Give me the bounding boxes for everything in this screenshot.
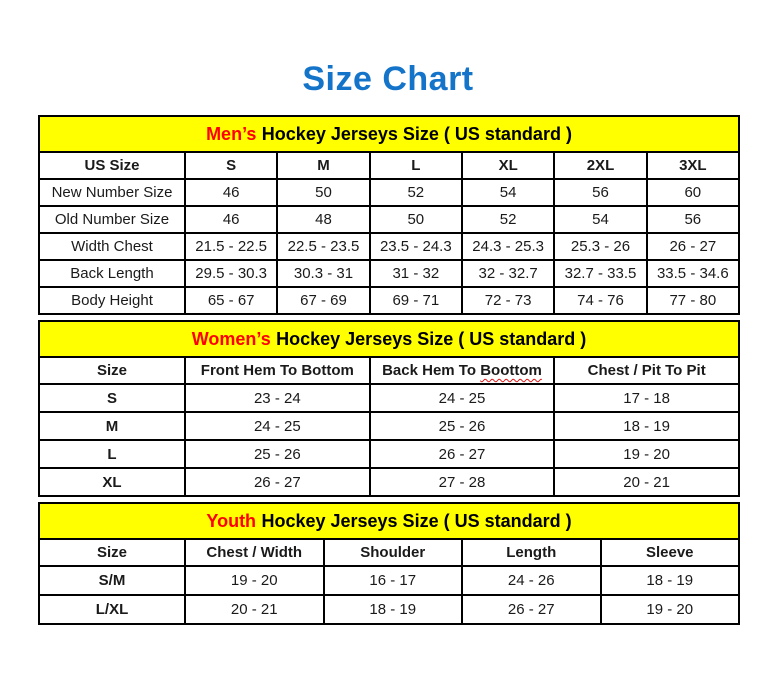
- column-header: L: [370, 152, 462, 179]
- column-header: 2XL: [554, 152, 646, 179]
- column-header: Chest / Pit To Pit: [554, 357, 739, 384]
- table-row: [39, 179, 739, 206]
- column-header: Sleeve: [601, 539, 740, 566]
- size-value-cell: 16 - 17: [324, 566, 463, 595]
- size-value-cell: 23.5 - 24.3: [370, 233, 462, 260]
- row-label: New Number Size: [39, 179, 185, 206]
- size-value-cell: 18 - 19: [554, 412, 739, 440]
- womens-band-row: [39, 321, 739, 357]
- size-value-cell: 24 - 25: [370, 384, 555, 412]
- row-label: Width Chest: [39, 233, 185, 260]
- table-row: [39, 287, 739, 314]
- table-row: [39, 260, 739, 287]
- youth-size-table: [38, 502, 740, 625]
- row-label: Back Length: [39, 260, 185, 287]
- size-value-cell: 19 - 20: [554, 440, 739, 468]
- table-row: [39, 233, 739, 260]
- size-value-cell: 17 - 18: [554, 384, 739, 412]
- size-value-cell: 19 - 20: [185, 566, 324, 595]
- row-label: S/M: [39, 566, 185, 595]
- size-value-cell: 27 - 28: [370, 468, 555, 496]
- column-header: Size: [39, 357, 185, 384]
- size-value-cell: 18 - 19: [601, 566, 740, 595]
- youth-band-row: [39, 503, 739, 539]
- size-value-cell: 56: [647, 206, 739, 233]
- column-header: Chest / Width: [185, 539, 324, 566]
- size-value-cell: 33.5 - 34.6: [647, 260, 739, 287]
- size-value-cell: 26 - 27: [647, 233, 739, 260]
- column-header: Front Hem To Bottom: [185, 357, 370, 384]
- size-value-cell: 21.5 - 22.5: [185, 233, 277, 260]
- size-value-cell: 52: [462, 206, 554, 233]
- column-header: Shoulder: [324, 539, 463, 566]
- size-value-cell: 18 - 19: [324, 595, 463, 624]
- size-value-cell: 22.5 - 23.5: [277, 233, 369, 260]
- youth-title-rest: Hockey Jerseys Size ( US standard ): [261, 510, 572, 531]
- size-value-cell: 26 - 27: [185, 468, 370, 496]
- table-row: [39, 206, 739, 233]
- womens-title-highlight: Women’s: [191, 328, 271, 349]
- size-value-cell: 25.3 - 26: [554, 233, 646, 260]
- size-value-cell: 56: [554, 179, 646, 206]
- size-value-cell: 25 - 26: [370, 412, 555, 440]
- size-value-cell: 32 - 32.7: [462, 260, 554, 287]
- youth-title-highlight: Youth: [206, 510, 257, 531]
- womens-size-table: [38, 320, 740, 497]
- size-value-cell: 26 - 27: [370, 440, 555, 468]
- size-value-cell: 65 - 67: [185, 287, 277, 314]
- row-label: L/XL: [39, 595, 185, 624]
- column-header: Length: [462, 539, 601, 566]
- mens-band-row: [39, 116, 739, 152]
- size-value-cell: 20 - 21: [185, 595, 324, 624]
- size-value-cell: 46: [185, 206, 277, 233]
- womens-title-rest: Hockey Jerseys Size ( US standard ): [276, 328, 587, 349]
- mens-title-rest: Hockey Jerseys Size ( US standard ): [261, 123, 572, 144]
- size-value-cell: 54: [554, 206, 646, 233]
- youth-header-row: [39, 539, 739, 566]
- table-row: [39, 566, 739, 595]
- size-value-cell: 60: [647, 179, 739, 206]
- size-value-cell: 31 - 32: [370, 260, 462, 287]
- womens-table-title: [39, 321, 739, 357]
- size-value-cell: 19 - 20: [601, 595, 740, 624]
- column-header: 3XL: [647, 152, 739, 179]
- size-value-cell: 50: [277, 179, 369, 206]
- table-row: [39, 440, 739, 468]
- size-value-cell: 48: [277, 206, 369, 233]
- size-value-cell: 74 - 76: [554, 287, 646, 314]
- table-row: [39, 468, 739, 496]
- size-value-cell: 32.7 - 33.5: [554, 260, 646, 287]
- size-value-cell: 77 - 80: [647, 287, 739, 314]
- youth-table-title: [39, 503, 739, 539]
- size-value-cell: 23 - 24: [185, 384, 370, 412]
- column-header: Size: [39, 539, 185, 566]
- size-value-cell: 24 - 25: [185, 412, 370, 440]
- size-value-cell: 52: [370, 179, 462, 206]
- size-value-cell: 26 - 27: [462, 595, 601, 624]
- misspelled-word: Boottom: [480, 362, 542, 379]
- column-header-prefix: Back Hem To: [382, 362, 477, 379]
- size-value-cell: 20 - 21: [554, 468, 739, 496]
- size-value-cell: 24 - 26: [462, 566, 601, 595]
- column-header: XL: [462, 152, 554, 179]
- column-header-misspelled: [370, 357, 555, 384]
- size-value-cell: 30.3 - 31: [277, 260, 369, 287]
- mens-size-table: [38, 115, 740, 315]
- size-value-cell: 50: [370, 206, 462, 233]
- column-header: M: [277, 152, 369, 179]
- size-value-cell: 54: [462, 179, 554, 206]
- table-row: [39, 412, 739, 440]
- mens-header-row: [39, 152, 739, 179]
- row-label: Body Height: [39, 287, 185, 314]
- row-label: Old Number Size: [39, 206, 185, 233]
- page-title: Size Chart: [302, 60, 474, 98]
- mens-table-title: [39, 116, 739, 152]
- size-value-cell: 67 - 69: [277, 287, 369, 314]
- size-value-cell: 29.5 - 30.3: [185, 260, 277, 287]
- mens-title-highlight: Men’s: [206, 123, 257, 144]
- row-label: S: [39, 384, 185, 412]
- row-label: XL: [39, 468, 185, 496]
- column-header: US Size: [39, 152, 185, 179]
- womens-header-row: [39, 357, 739, 384]
- row-label: L: [39, 440, 185, 468]
- size-value-cell: 69 - 71: [370, 287, 462, 314]
- table-row: [39, 384, 739, 412]
- size-value-cell: 46: [185, 179, 277, 206]
- row-label: M: [39, 412, 185, 440]
- size-value-cell: 25 - 26: [185, 440, 370, 468]
- column-header: S: [185, 152, 277, 179]
- table-row: [39, 595, 739, 624]
- size-value-cell: 24.3 - 25.3: [462, 233, 554, 260]
- tables-container: [38, 115, 740, 625]
- size-value-cell: 72 - 73: [462, 287, 554, 314]
